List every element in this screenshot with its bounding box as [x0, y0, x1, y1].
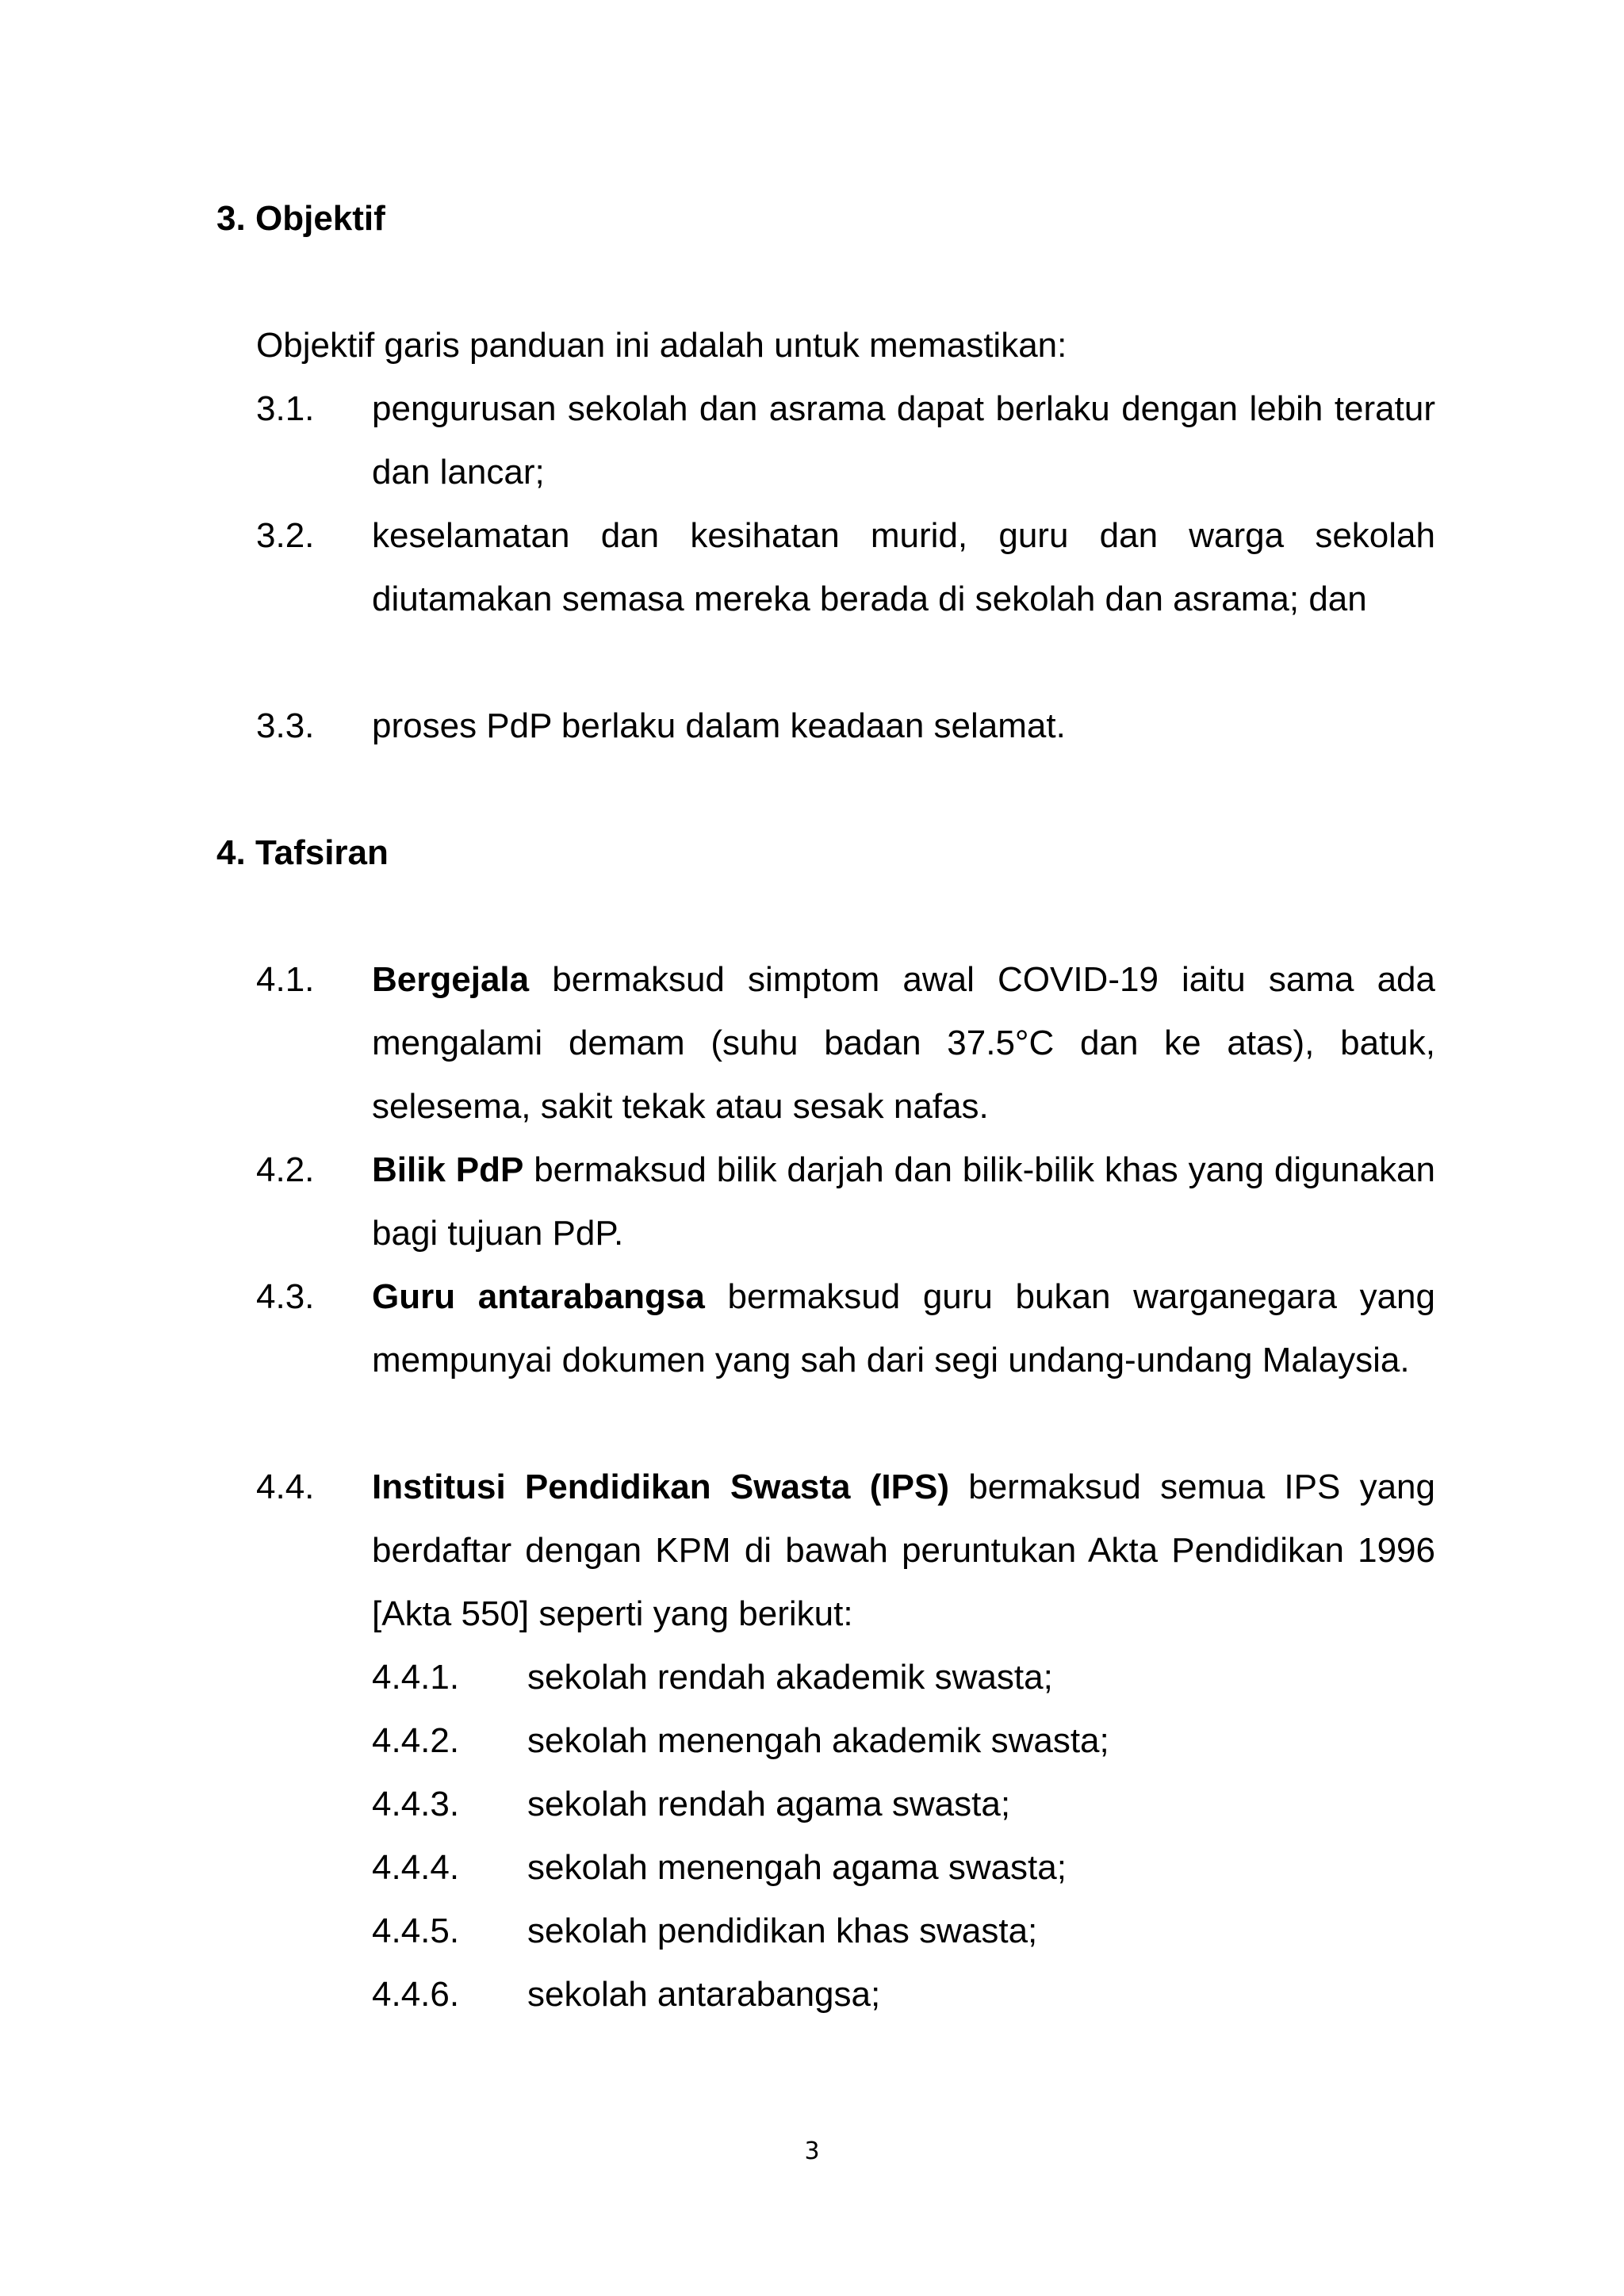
item-number: 4.4.	[256, 1468, 315, 1506]
sub-item-4-4-6	[372, 1963, 880, 2026]
sub-item-number: 4.4.2.	[372, 1721, 460, 1760]
definition-item-4-1	[256, 948, 1435, 1138]
sub-item-text: sekolah menengah agama swasta;	[527, 1848, 1067, 1887]
item-text: pengurusan sekolah dan asrama dapat berlaku dengan lebih teratur dan lancar;	[372, 389, 1435, 492]
defined-term: Bilik PdP	[372, 1150, 524, 1189]
defined-term: Institusi Pendidikan Swasta (IPS)	[372, 1468, 949, 1506]
sub-item-4-4-2	[372, 1709, 1109, 1773]
item-text: proses PdP berlaku dalam keadaan selamat.	[372, 706, 1066, 745]
sub-item-text: sekolah antarabangsa;	[527, 1975, 881, 2014]
definition-text: bermaksud simptom awal COVID-19 iaitu sama ada mengalami demam (suhu badan 37.5°C dan ke atas), batuk, selesema, sakit tekak atau sesak nafas.	[372, 960, 1435, 1126]
list-item-3-1	[256, 377, 1435, 504]
section-3-heading	[216, 195, 385, 243]
section-4-title: Tafsiran	[255, 833, 389, 872]
sub-item-4-4-3	[372, 1773, 1010, 1836]
sub-item-text: sekolah menengah akademik swasta;	[527, 1721, 1109, 1760]
definition-text: bermaksud semua IPS yang berdaftar dengan KPM di bawah peruntukan Akta Pendidikan 1996 [Akta 550] seperti yang berikut:	[372, 1468, 1435, 1633]
sub-item-text: sekolah rendah agama swasta;	[527, 1785, 1011, 1823]
list-item-3-3	[256, 695, 1435, 758]
sub-item-4-4-5	[372, 1900, 1037, 1963]
definition-text: bermaksud guru bukan warganegara yang mempunyai dokumen yang sah dari segi undang-undang Malaysia.	[372, 1277, 1435, 1380]
sub-item-4-4-1	[372, 1646, 1053, 1709]
item-text	[372, 948, 1435, 1138]
item-text	[372, 1456, 1435, 1646]
item-number: 4.2.	[256, 1150, 315, 1189]
sub-item-number: 4.4.3.	[372, 1785, 460, 1823]
defined-term: Guru antarabangsa	[372, 1277, 705, 1316]
section-4-number: 4.	[216, 833, 246, 872]
definition-item-4-4	[256, 1456, 1435, 1646]
definition-text: bermaksud bilik darjah dan bilik-bilik khas yang digunakan bagi tujuan PdP.	[372, 1150, 1435, 1253]
section-3-number: 3.	[216, 199, 246, 238]
sub-item-text: sekolah pendidikan khas swasta;	[527, 1911, 1038, 1950]
item-number: 3.2.	[256, 516, 315, 555]
section-3-intro: Objektif garis panduan ini adalah untuk memastikan:	[256, 326, 1067, 365]
section-3-title: Objektif	[255, 199, 385, 238]
item-text	[372, 1138, 1435, 1265]
sub-item-number: 4.4.4.	[372, 1848, 460, 1887]
item-number: 4.3.	[256, 1277, 315, 1316]
sub-item-number: 4.4.1.	[372, 1658, 460, 1697]
page-number: 3	[804, 2137, 820, 2165]
definition-item-4-2	[256, 1138, 1435, 1265]
sub-item-4-4-4	[372, 1836, 1067, 1900]
defined-term: Bergejala	[372, 960, 530, 999]
item-text: keselamatan dan kesihatan murid, guru dan warga sekolah diutamakan semasa mereka berada di sekolah dan asrama; dan	[372, 516, 1435, 618]
item-number: 3.3.	[256, 706, 315, 745]
section-4-heading	[216, 829, 389, 877]
item-text	[372, 1265, 1435, 1392]
sub-item-number: 4.4.5.	[372, 1911, 460, 1950]
list-item-3-2	[256, 504, 1435, 631]
definition-item-4-3	[256, 1265, 1435, 1392]
sub-item-number: 4.4.6.	[372, 1975, 460, 2014]
item-number: 3.1.	[256, 389, 315, 428]
item-number: 4.1.	[256, 960, 315, 999]
sub-item-text: sekolah rendah akademik swasta;	[527, 1658, 1053, 1697]
